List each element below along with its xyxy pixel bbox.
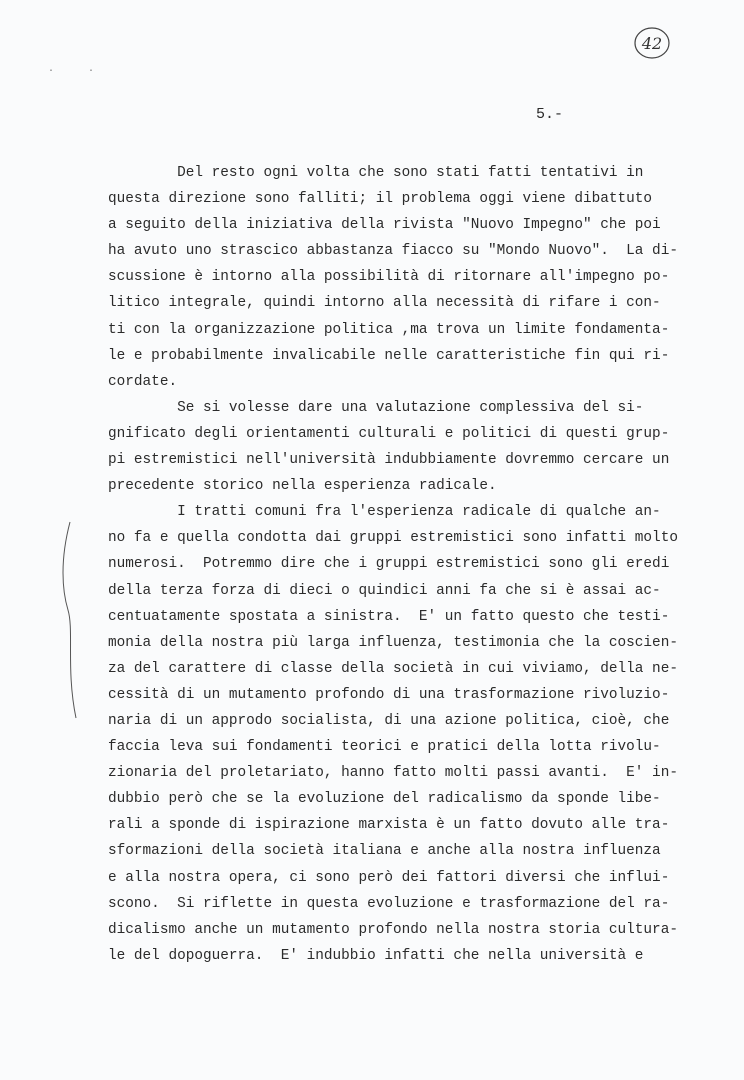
text-line: numerosi. Potremmo dire che i gruppi estremistici sono gli eredi	[108, 556, 670, 573]
text-line: za del carattere di classe della società in cui viviamo, della ne-	[108, 660, 678, 677]
text-line: gnificato degli orientamenti culturali e politici di questi grup-	[108, 425, 670, 442]
text-line: dicalismo anche un mutamento profondo nella nostra storia cultura-	[108, 921, 678, 938]
text-line: scussione è intorno alla possibilità di ritornare all'impegno po-	[108, 269, 670, 286]
text-line: sformazioni della società italiana e anche alla nostra influenza	[108, 843, 661, 860]
text-line: centuatamente spostata a sinistra. E' un fatto questo che testi-	[108, 608, 670, 625]
archive-number: 42	[641, 34, 663, 53]
text-line: ha avuto uno strascico abbastanza fiacco su "Mondo Nuovo". La di-	[108, 243, 678, 260]
text-line: a seguito della iniziativa della rivista "Nuovo Impegno" che poi	[108, 217, 661, 234]
text-line: pi estremistici nell'università indubbiamente dovremmo cercare un	[108, 452, 670, 469]
text-line: della terza forza di dieci o quindici anni fa che si è assai ac-	[108, 582, 661, 599]
text-line: no fa e quella condotta dai gruppi estremistici sono infatti molto	[108, 530, 678, 547]
handwritten-circle-icon	[632, 24, 672, 62]
text-line: naria di un approdo socialista, di una azione politica, cioè, che	[108, 712, 670, 729]
text-line: ti con la organizzazione politica ,ma trova un limite fondamenta-	[108, 321, 670, 338]
text-line: cordate.	[108, 373, 178, 390]
text-line: dubbio però che se la evoluzione del radicalismo da sponde libe-	[108, 791, 661, 808]
text-line: zionaria del proletariato, hanno fatto molti passi avanti. E' in-	[108, 765, 678, 782]
page-number: 5.-	[536, 106, 564, 123]
margin-bracket-mark	[56, 520, 86, 720]
text-line: e alla nostra opera, ci sono però dei fattori diversi che influi-	[108, 869, 670, 886]
typed-text-body	[108, 160, 678, 969]
text-line: I tratti comuni fra l'esperienza radicale di qualche an-	[108, 504, 661, 521]
text-line: rali a sponde di ispirazione marxista è un fatto dovuto alle tra-	[108, 817, 670, 834]
text-line: le del dopoguerra. E' indubbio infatti che nella università e	[108, 947, 644, 964]
text-line: faccia leva sui fondamenti teorici e pratici della lotta rivolu-	[108, 739, 661, 756]
text-line: Se si volesse dare una valutazione complessiva del si-	[108, 399, 644, 416]
text-line: cessità di un mutamento profondo di una trasformazione rivoluzio-	[108, 686, 670, 703]
text-line: precedente storico nella esperienza radicale.	[108, 478, 497, 495]
text-line: monia della nostra più larga influenza, testimonia che la coscien-	[108, 634, 678, 651]
text-line: Del resto ogni volta che sono stati fatti tentativi in	[108, 165, 644, 181]
text-line: le e probabilmente invalicabile nelle caratteristiche fin qui ri-	[108, 347, 670, 364]
text-line: questa direzione sono falliti; il problema oggi viene dibattuto	[108, 191, 653, 208]
text-line: litico integrale, quindi intorno alla necessità di rifare i con-	[108, 295, 661, 312]
archive-number-stamp	[632, 24, 672, 62]
paper-specks: · ·	[48, 66, 109, 77]
text-line: scono. Si riflette in questa evoluzione e trasformazione del ra-	[108, 895, 670, 912]
